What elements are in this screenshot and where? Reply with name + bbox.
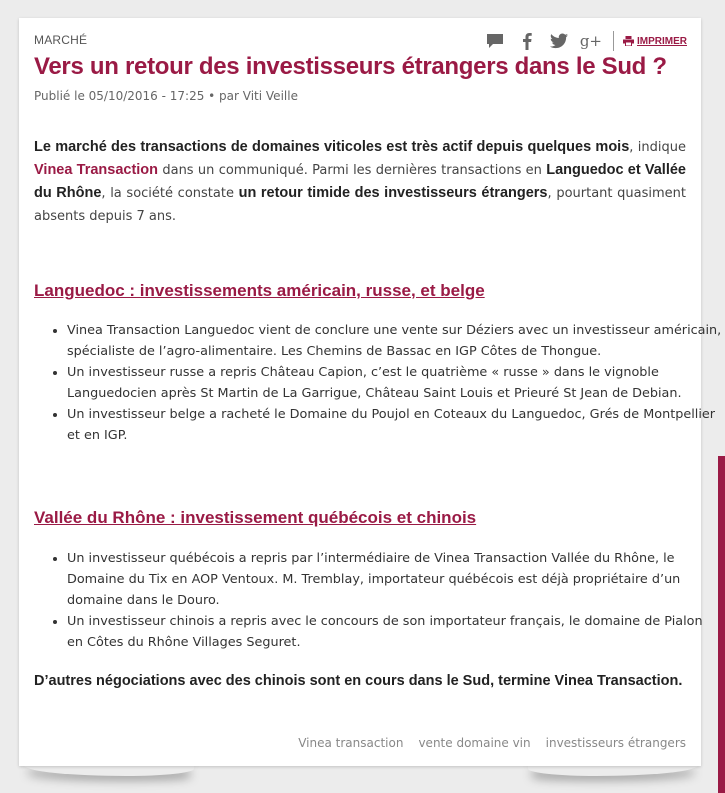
- section-heading-languedoc: Languedoc : investissements américain, russe, et belge: [34, 281, 485, 300]
- twitter-icon[interactable]: [550, 32, 568, 50]
- list-item: • Vinea Transaction Languedoc vient de conclure une vente sur Déziers avec un investisseur américain, spécialiste de l’agro-alimentaire. Les Chemins de Bassac en IGP Côtes de Thongue.: [67, 320, 722, 362]
- comment-icon[interactable]: [486, 32, 504, 50]
- intro-strong-1: Le marché des transactions de domaines viticoles est très actif depuis quelques mois: [34, 139, 630, 155]
- share-toolbar: [472, 30, 687, 52]
- tag-link[interactable]: Vinea transaction: [298, 736, 404, 750]
- article-card: [19, 18, 722, 766]
- list-item: • Un investisseur russe a repris Château Capion, c’est le quatrième « russe » dans le vignoble Languedocien après St Martin de La Garrigue, Château Saint Louis et Prieuré St Jean de Debian.: [67, 362, 722, 404]
- section-heading-rhone: Vallée du Rhône : investissement québécois et chinois: [34, 508, 477, 527]
- list-item: • Un investisseur québécois a repris par l’intermédiaire de Vinea Transaction Vallée du Rhône, le Domaine du Tix en AOP Ventoux. M. Tremblay, importateur québécois est déjà propriétaire d’un domaine dans le Douro.: [67, 548, 722, 611]
- intro-link-vinea[interactable]: Vinea Transaction: [34, 162, 159, 178]
- section-list-languedoc: [34, 320, 722, 446]
- tag-link[interactable]: investisseurs étrangers: [545, 736, 686, 750]
- intro-strong-3: un retour timide des investisseurs étrangers: [238, 185, 548, 201]
- list-item: • Un investisseur chinois a repris avec le concours de son importateur français, le domaine de Pialon en Côtes du Rhône Villages Seguret.: [67, 611, 722, 653]
- section-list-rhone: [34, 548, 722, 653]
- tag-link[interactable]: vente domaine vin: [418, 736, 531, 750]
- intro-strong-2: Languedoc et Vallée du Rhône: [34, 162, 686, 201]
- share-separator: [613, 31, 614, 51]
- intro-text-3: , la société constate: [101, 186, 239, 201]
- google-plus-icon[interactable]: g+: [579, 32, 602, 50]
- article-outro: D’autres négociations avec des chinois sont en cours dans le Sud, termine Vinea Transaction.: [34, 673, 683, 689]
- intro-text-4: , pourtant quasiment absents depuis 7 ans.: [34, 186, 687, 224]
- print-label: IMPRIMER: [637, 35, 687, 47]
- article-tags: [283, 736, 686, 750]
- print-button[interactable]: [623, 36, 687, 47]
- article-title: Vers un retour des investisseurs étrangers dans le Sud ?: [34, 53, 667, 80]
- print-icon: [623, 36, 634, 46]
- intro-text-1: , indique: [629, 140, 686, 155]
- list-item: • Un investisseur belge a racheté le Domaine du Poujol en Coteaux du Languedoc, Grés de Montpellier et en IGP.: [67, 404, 722, 446]
- intro-text-2: dans un communiqué. Parmi les dernières transactions en: [158, 163, 547, 178]
- facebook-icon[interactable]: [518, 32, 536, 50]
- article-intro: [34, 136, 686, 228]
- article-meta: Publié le 05/10/2016 - 17:25 • par Viti Veille: [34, 89, 298, 103]
- article-category[interactable]: MARCHÉ: [34, 33, 88, 47]
